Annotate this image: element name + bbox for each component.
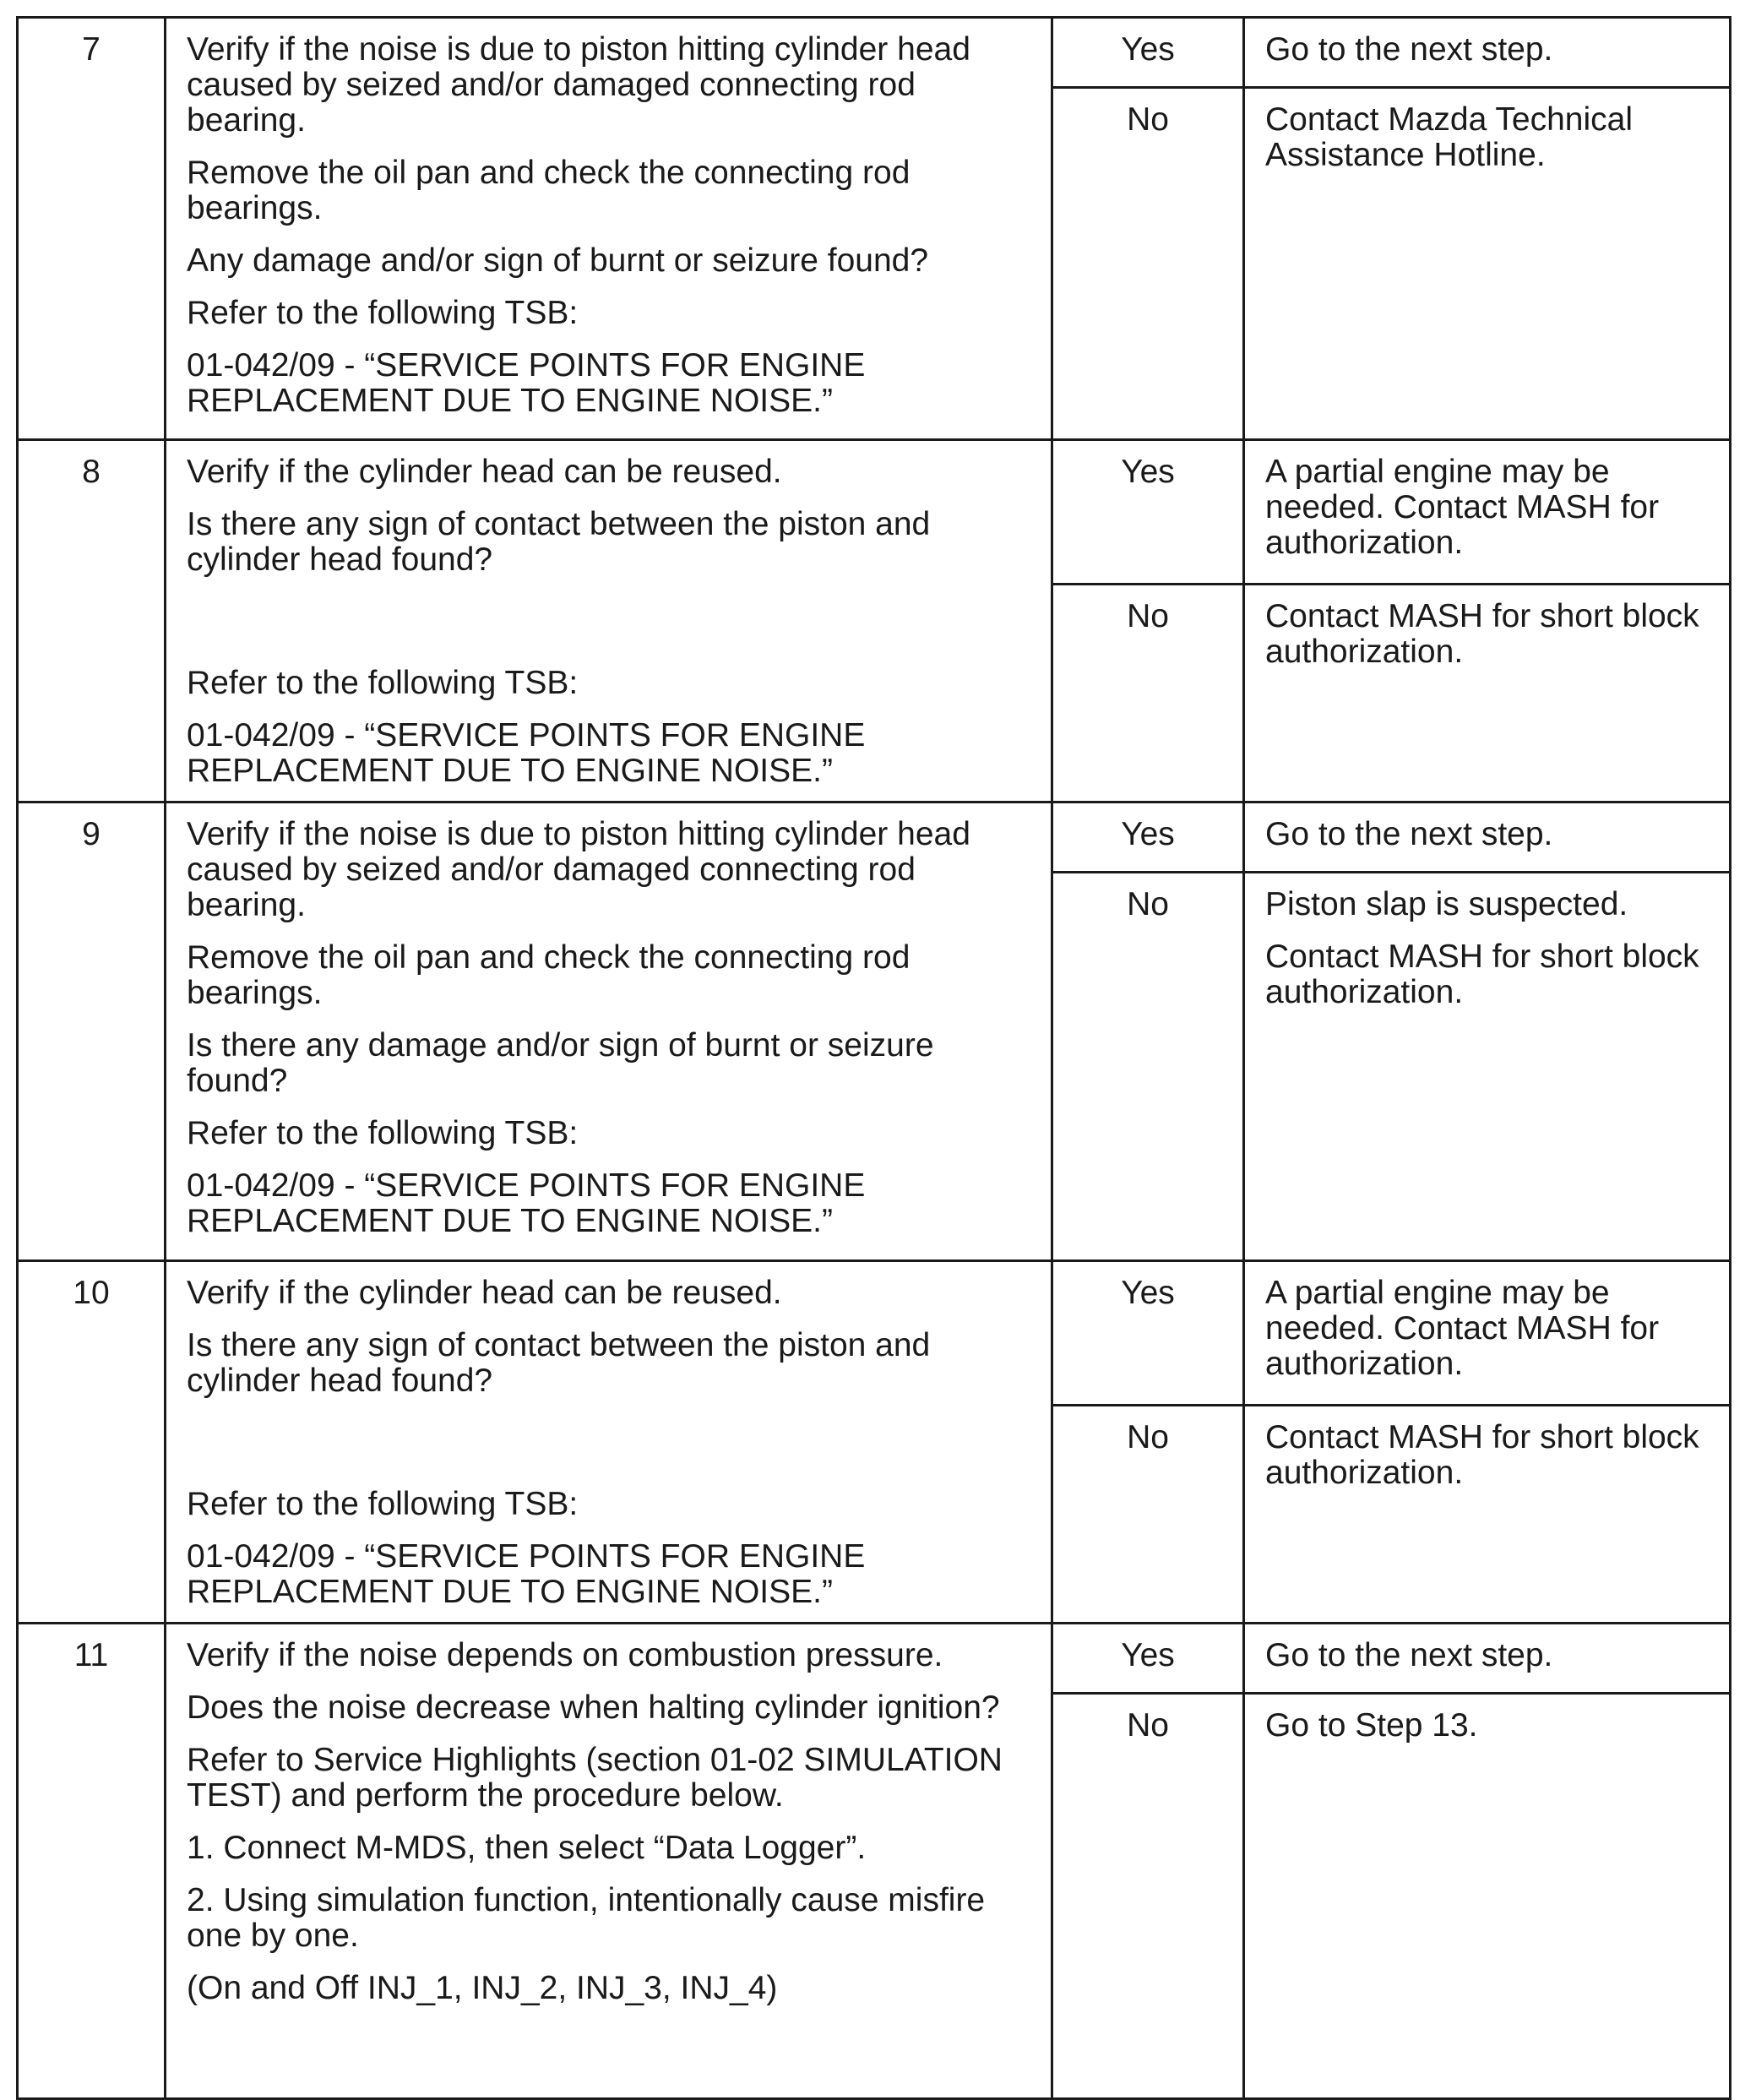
table-row xyxy=(18,18,1731,88)
step-description: Verify if the noise is due to piston hitting cylinder head caused by seized and/or damaged connecting rod bearing. Remove the oil pan and check the connecting rod bearings. Is there any damage and/or sign of burnt or seizure found? Refer to the following TSB: 01-042/09 - “SERVICE POINTS FOR ENGINE REPLACEMENT DUE TO ENGINE NOISE.” xyxy=(166,802,1052,1261)
action-no: Piston slap is suspected. Contact MASH for short block authorization. xyxy=(1244,873,1731,1261)
table-row xyxy=(18,1624,1731,1694)
step-description: Verify if the noise depends on combustion pressure. Does the noise decrease when halting cylinder ignition? Refer to Service Highlights (section 01-02 SIMULATION TEST) and perform the procedure below. 1. Connect M-MDS, then select “Data Logger”. 2. Using simulation function, intentionally cause misfire one by one. (On and Off INJ_1, INJ_2, INJ_3, INJ_4) xyxy=(166,1624,1052,2099)
action-yes: Go to the next step. xyxy=(1244,1624,1731,1694)
answer-yes: Yes xyxy=(1052,440,1244,585)
answer-no: No xyxy=(1052,585,1244,802)
action-yes: Go to the next step. xyxy=(1244,802,1731,873)
action-no: Contact MASH for short block authorization. xyxy=(1244,585,1731,802)
table-row xyxy=(18,440,1731,585)
action-yes: A partial engine may be needed. Contact MASH for authorization. xyxy=(1244,440,1731,585)
action-yes: Go to the next step. xyxy=(1244,18,1731,88)
step-number: 8 xyxy=(18,440,166,802)
table-row xyxy=(18,1261,1731,1406)
action-no: Contact MASH for short block authorization. xyxy=(1244,1406,1731,1624)
answer-yes: Yes xyxy=(1052,1261,1244,1406)
step-number: 10 xyxy=(18,1261,166,1624)
answer-no: No xyxy=(1052,1406,1244,1624)
diagnostic-steps-table xyxy=(16,16,1731,2100)
answer-no: No xyxy=(1052,1694,1244,2099)
answer-yes: Yes xyxy=(1052,1624,1244,1694)
step-description: Verify if the cylinder head can be reused. Is there any sign of contact between the piston and cylinder head found? Refer to the following TSB: 01-042/09 - “SERVICE POINTS FOR ENGINE REPLACEMENT DUE TO ENGINE NOISE.” xyxy=(166,440,1052,802)
step-number: 7 xyxy=(18,18,166,440)
action-no: Contact Mazda Technical Assistance Hotline. xyxy=(1244,88,1731,440)
action-no: Go to Step 13. xyxy=(1244,1694,1731,2099)
answer-yes: Yes xyxy=(1052,802,1244,873)
step-number: 11 xyxy=(18,1624,166,2099)
answer-yes: Yes xyxy=(1052,18,1244,88)
answer-no: No xyxy=(1052,873,1244,1261)
table-row xyxy=(18,802,1731,873)
answer-no: No xyxy=(1052,88,1244,440)
step-number: 9 xyxy=(18,802,166,1261)
action-yes: A partial engine may be needed. Contact MASH for authorization. xyxy=(1244,1261,1731,1406)
step-description: Verify if the noise is due to piston hitting cylinder head caused by seized and/or damaged connecting rod bearing. Remove the oil pan and check the connecting rod bearings. Any damage and/or sign of burnt or seizure found? Refer to the following TSB: 01-042/09 - “SERVICE POINTS FOR ENGINE REPLACEMENT DUE TO ENGINE NOISE.” xyxy=(166,18,1052,440)
step-description: Verify if the cylinder head can be reused. Is there any sign of contact between the piston and cylinder head found? Refer to the following TSB: 01-042/09 - “SERVICE POINTS FOR ENGINE REPLACEMENT DUE TO ENGINE NOISE.” xyxy=(166,1261,1052,1624)
